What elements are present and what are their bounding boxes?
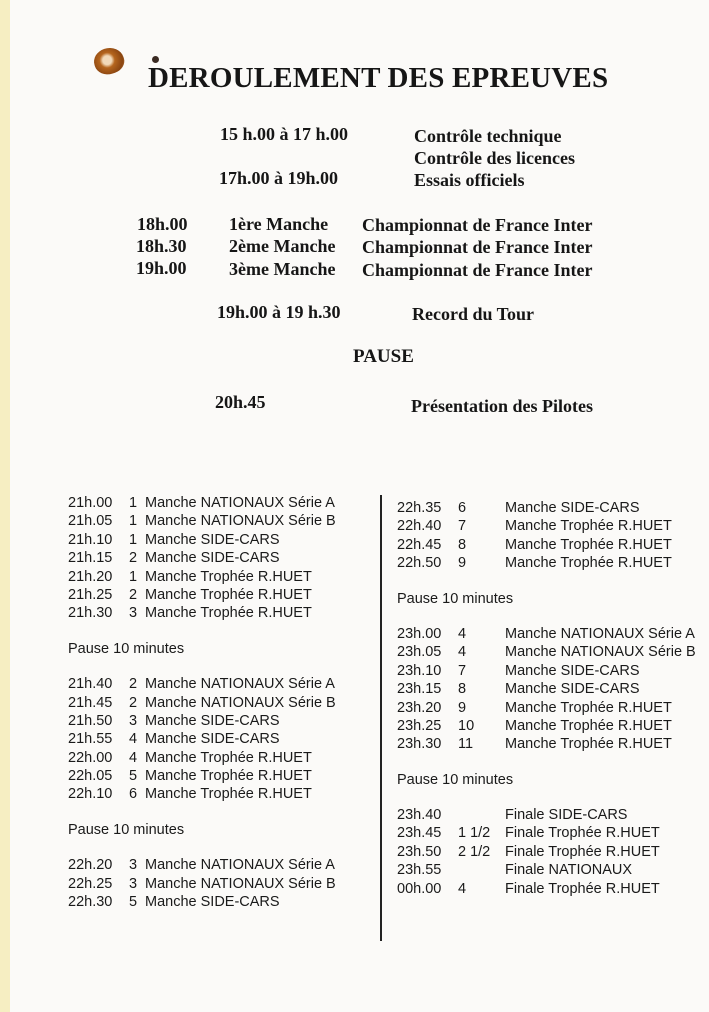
- champ-manche-2: 2ème Manche: [229, 236, 336, 256]
- row-number: 1 1/2: [458, 825, 491, 842]
- row-time: 21h.10: [68, 531, 113, 548]
- row-time: 23h.40: [397, 807, 442, 824]
- row-time: 21h.50: [68, 712, 113, 729]
- spacer: [68, 658, 336, 675]
- row-time: 22h.35: [397, 500, 442, 516]
- row-time: 00h.00: [397, 880, 442, 897]
- row-label: Finale Trophée R.HUET: [505, 880, 660, 897]
- schedule-row: [68, 675, 336, 693]
- row-number: 4: [458, 880, 467, 897]
- row-label: Manche Trophée R.HUET: [145, 605, 312, 622]
- row-label: Manche SIDE-CARS: [505, 662, 640, 679]
- presentation-label: Présentation des Pilotes: [411, 396, 593, 416]
- pause-line: Pause 10 minutes: [397, 771, 514, 788]
- label-controle-technique: Contrôle technique: [414, 126, 562, 146]
- time-controle: 15 h.00 à 17 h.00: [220, 124, 349, 144]
- label-controle-licences: Contrôle des licences: [414, 148, 575, 168]
- schedule-row: [68, 730, 336, 748]
- row-time: 23h.20: [397, 699, 442, 716]
- row-number: 3: [129, 875, 138, 892]
- schedule-row: [68, 893, 336, 911]
- time-essais: 17h.00 à 19h.00: [219, 168, 339, 188]
- row-number: 1: [129, 513, 138, 530]
- row-time: 21h.45: [68, 694, 113, 711]
- schedule-row: [397, 662, 696, 680]
- row-time: 22h.40: [397, 518, 442, 535]
- schedule-row: [68, 694, 336, 712]
- row-number: 8: [458, 536, 467, 553]
- row-number: 10: [458, 717, 475, 734]
- pause-heading: PAUSE: [353, 346, 414, 367]
- row-number: 11: [458, 736, 474, 753]
- schedule-row: [397, 735, 696, 753]
- champ-event-3: Championnat de France Inter: [362, 260, 593, 280]
- coffee-stain: [91, 44, 128, 78]
- schedule-row: [397, 554, 696, 572]
- row-number: 6: [458, 500, 467, 516]
- row-number: 7: [458, 662, 467, 679]
- row-number: 7: [458, 518, 467, 535]
- schedule-row: [397, 643, 696, 661]
- schedule-row: [397, 824, 696, 842]
- row-time: 21h.00: [68, 495, 113, 511]
- row-time: 21h.05: [68, 513, 113, 530]
- row-number: 5: [129, 768, 138, 785]
- row-number: 8: [458, 681, 467, 698]
- row-label: Manche SIDE-CARS: [145, 894, 280, 911]
- row-time: 23h.10: [397, 662, 442, 679]
- row-number: 5: [129, 894, 138, 911]
- row-label: Manche Trophée R.HUET: [145, 768, 312, 785]
- row-time: 23h.00: [397, 625, 442, 642]
- champ-time-3: 19h.00: [136, 258, 187, 278]
- spacer: [397, 573, 696, 590]
- row-label: Manche SIDE-CARS: [145, 531, 280, 548]
- row-label: Manche Trophée R.HUET: [145, 786, 312, 803]
- schedule-row: [68, 785, 336, 803]
- schedule-row: [68, 512, 336, 530]
- schedule-row: [397, 717, 696, 735]
- schedule-row: [68, 568, 336, 586]
- row-time: 23h.45: [397, 825, 442, 842]
- spacer: [68, 804, 336, 821]
- row-number: 9: [458, 699, 467, 716]
- schedule-row: [68, 749, 336, 767]
- label-essais: Essais officiels: [414, 170, 525, 190]
- row-number: 2: [129, 586, 138, 603]
- row-label: Manche Trophée R.HUET: [145, 749, 312, 766]
- pause-line: Pause 10 minutes: [397, 590, 514, 607]
- schedule-row: [397, 806, 696, 824]
- row-time: 23h.15: [397, 681, 442, 698]
- row-time: 22h.25: [68, 875, 113, 892]
- row-time: 23h.30: [397, 736, 442, 753]
- row-number: [447, 806, 505, 824]
- page-title: DEROULEMENT DES EPREUVES: [148, 62, 609, 94]
- schedule-row: [68, 604, 336, 622]
- row-label: Manche NATIONAUX Série A: [505, 625, 695, 642]
- row-number: 6: [129, 786, 138, 803]
- spacer: [397, 608, 696, 625]
- row-number: 2: [129, 694, 138, 711]
- schedule-row: [397, 880, 696, 898]
- row-number: 1: [129, 531, 138, 548]
- row-number: 4: [458, 644, 467, 661]
- champ-event-2: Championnat de France Inter: [362, 237, 593, 257]
- row-label: Manche SIDE-CARS: [505, 681, 640, 698]
- champ-event-1: Championnat de France Inter: [362, 215, 593, 235]
- left-race-list: [68, 494, 336, 911]
- row-label: Manche NATIONAUX Série B: [145, 694, 336, 711]
- row-time: 22h.30: [68, 894, 113, 911]
- row-label: Manche NATIONAUX Série B: [145, 513, 336, 530]
- right-race-list: [397, 499, 696, 898]
- row-label: Manche NATIONAUX Série A: [145, 495, 335, 511]
- row-number: 3: [129, 857, 138, 874]
- row-number: 4: [129, 731, 138, 748]
- row-time: 22h.20: [68, 857, 113, 874]
- row-label: Finale Trophée R.HUET: [505, 843, 660, 860]
- schedule-row: [397, 843, 696, 861]
- spacer: [68, 839, 336, 856]
- pause-line: Pause 10 minutes: [68, 640, 185, 657]
- schedule-row: [68, 586, 336, 604]
- record-label: Record du Tour: [412, 304, 535, 324]
- spacer: [397, 754, 696, 771]
- row-number: 9: [458, 555, 467, 572]
- row-number: [447, 861, 505, 879]
- spacer: [68, 623, 336, 640]
- schedule-row: [397, 536, 696, 554]
- schedule-row: [397, 861, 696, 879]
- schedule-row: [397, 680, 696, 698]
- row-label: Manche Trophée R.HUET: [505, 717, 672, 734]
- row-label: Finale Trophée R.HUET: [505, 825, 660, 842]
- row-number: 4: [458, 625, 467, 642]
- row-label: Manche Trophée R.HUET: [505, 555, 672, 572]
- presentation-time: 20h.45: [215, 392, 266, 412]
- row-label: Manche NATIONAUX Série B: [145, 875, 336, 892]
- schedule-row: [68, 531, 336, 549]
- column-divider: [380, 495, 382, 941]
- row-number: 1: [129, 495, 138, 511]
- row-number: 3: [129, 712, 138, 729]
- row-time: 21h.20: [68, 568, 113, 585]
- schedule-row: [397, 517, 696, 535]
- schedule-row: [397, 625, 696, 643]
- row-number: 4: [129, 749, 138, 766]
- schedule-row: [68, 549, 336, 567]
- spacer: [397, 789, 696, 806]
- row-label: Manche Trophée R.HUET: [505, 518, 672, 535]
- schedule-row: [68, 856, 336, 874]
- row-time: 22h.10: [68, 786, 113, 803]
- row-label: Manche SIDE-CARS: [145, 550, 280, 567]
- row-time: 22h.00: [68, 749, 113, 766]
- row-label: Finale SIDE-CARS: [505, 807, 628, 824]
- row-time: 21h.25: [68, 586, 113, 603]
- row-number: 2: [129, 550, 138, 567]
- pause-line: Pause 10 minutes: [68, 821, 185, 838]
- row-time: 21h.30: [68, 605, 113, 622]
- row-time: 22h.05: [68, 768, 113, 785]
- row-label: Manche Trophée R.HUET: [505, 699, 672, 716]
- record-time: 19h.00 à 19 h.30: [217, 302, 341, 322]
- row-time: 21h.55: [68, 731, 113, 748]
- row-time: 23h.05: [397, 644, 442, 661]
- row-label: Manche SIDE-CARS: [145, 731, 280, 748]
- champ-time-2: 18h.30: [136, 236, 187, 256]
- row-time: 23h.50: [397, 843, 442, 860]
- row-time: 23h.25: [397, 717, 442, 734]
- row-number: 2 1/2: [458, 843, 491, 860]
- row-label: Finale NATIONAUX: [505, 862, 633, 879]
- row-label: Manche Trophée R.HUET: [505, 536, 672, 553]
- row-number: 2: [129, 676, 138, 693]
- row-label: Manche NATIONAUX Série B: [505, 644, 696, 661]
- schedule-row: [397, 699, 696, 717]
- row-number: 1: [129, 568, 138, 585]
- row-label: Manche Trophée R.HUET: [145, 586, 312, 603]
- row-label: Manche Trophée R.HUET: [505, 736, 672, 753]
- row-time: 22h.50: [397, 555, 442, 572]
- row-time: 21h.15: [68, 550, 113, 567]
- schedule-row: [68, 875, 336, 893]
- champ-time-1: 18h.00: [137, 214, 188, 234]
- row-label: Manche NATIONAUX Série A: [145, 857, 335, 874]
- row-time: 22h.45: [397, 536, 442, 553]
- schedule-row: [397, 499, 696, 517]
- champ-manche-1: 1ère Manche: [229, 214, 329, 234]
- schedule-row: [68, 494, 336, 512]
- schedule-row: [68, 712, 336, 730]
- row-label: Manche SIDE-CARS: [145, 712, 280, 729]
- row-label: Manche SIDE-CARS: [505, 500, 640, 516]
- champ-manche-3: 3ème Manche: [229, 259, 336, 279]
- row-number: 3: [129, 605, 138, 622]
- row-label: Manche Trophée R.HUET: [145, 568, 312, 585]
- row-time: 21h.40: [68, 676, 113, 693]
- row-label: Manche NATIONAUX Série A: [145, 676, 335, 693]
- schedule-row: [68, 767, 336, 785]
- row-time: 23h.55: [397, 862, 442, 879]
